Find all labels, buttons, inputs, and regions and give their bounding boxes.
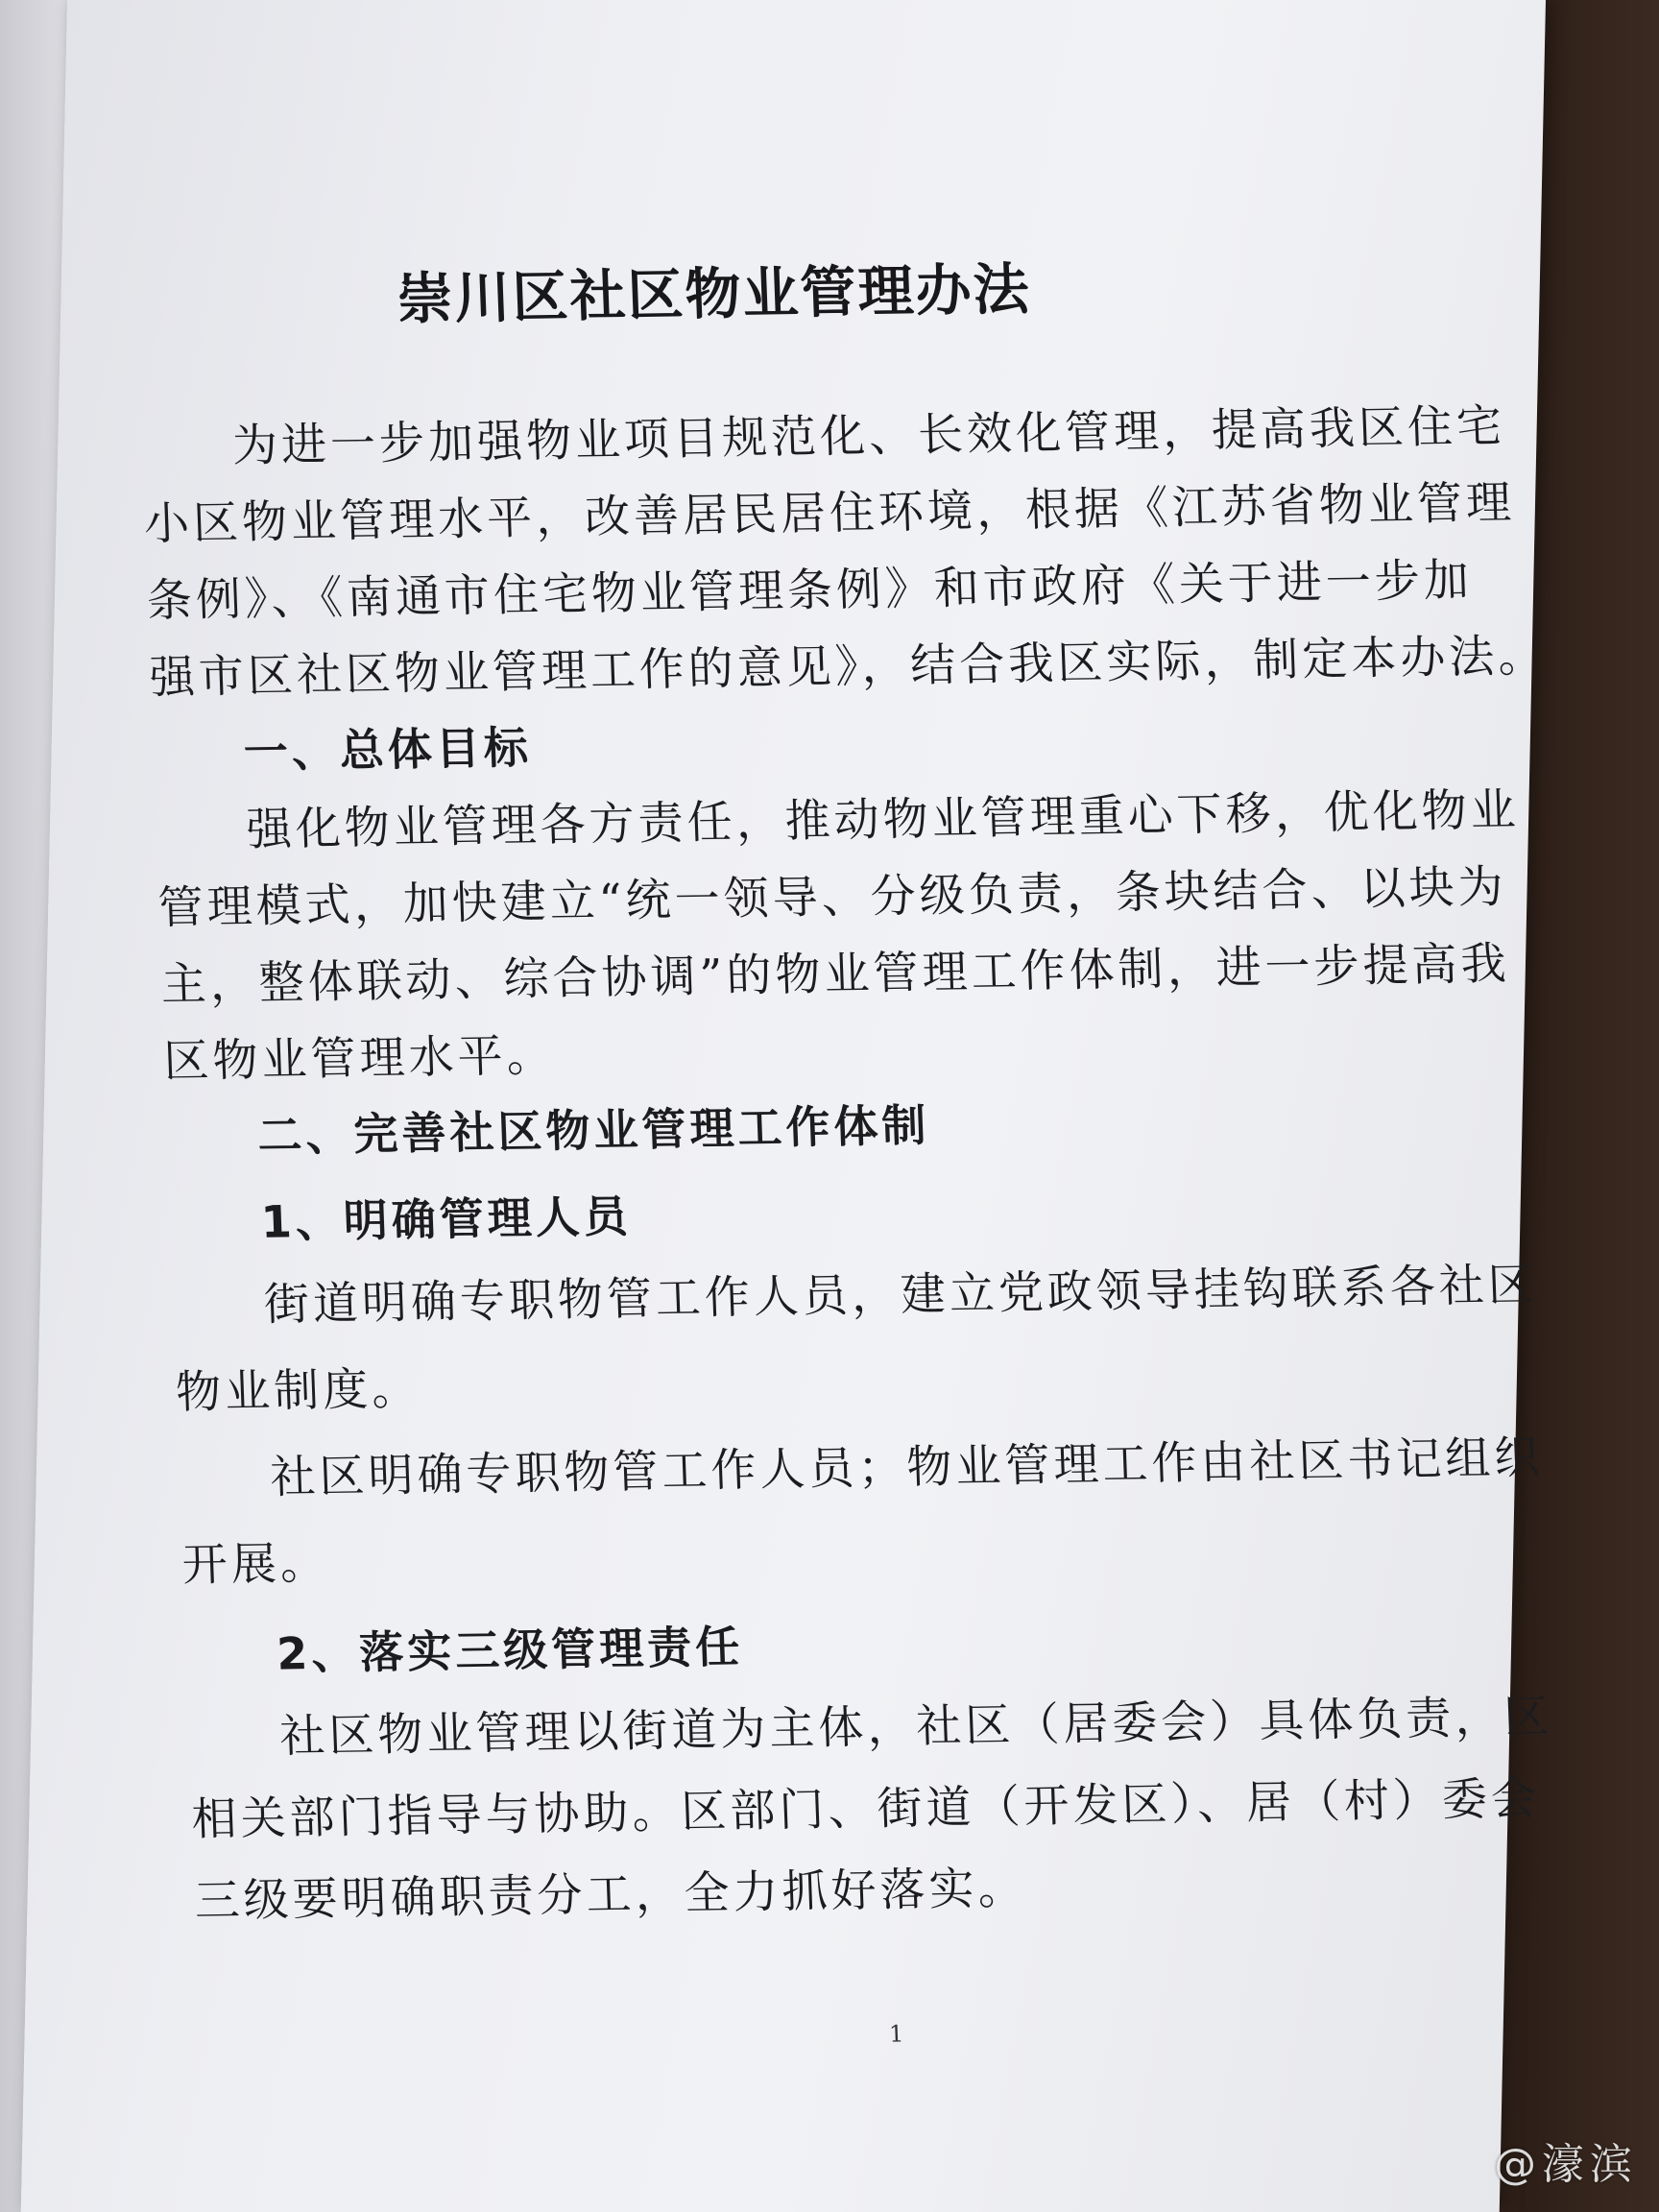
section-2-heading: 二、完善社区物业管理工作体制 (256, 1098, 931, 1162)
intro-line-3: 条例》、《南通市住宅物业管理条例》和市政府《关于进一步加 (145, 553, 1474, 628)
subsection-1-heading: 1、明确管理人员 (259, 1190, 633, 1248)
intro-line-1: 为进一步加强物业项目规范化、长效化管理，提高我区住宅 (231, 399, 1506, 473)
subsection-1-line-2: 物业制度。 (175, 1362, 422, 1420)
page-number: 1 (888, 2020, 904, 2048)
subsection-2-line-1: 社区物业管理以街道为主体，社区（居委会）具体负责，区 (278, 1690, 1554, 1764)
subsection-2-line-3: 三级要明确职责分工，全力抓好落实。 (193, 1862, 1028, 1928)
subsection-1-line-4: 开展。 (180, 1536, 330, 1593)
section-1-line-1: 强化物业管理各方责任，推动物业管理重心下移，优化物业 (245, 783, 1521, 857)
subsection-1-line-1: 街道明确专职物管工作人员，建立党政领导挂钩联系各社区 (262, 1258, 1538, 1332)
watermark: @濠滨 (1494, 2140, 1638, 2189)
document-title: 崇川区社区物业管理办法 (396, 256, 1032, 332)
subsection-2-heading: 2、落实三级管理责任 (276, 1621, 745, 1680)
subsection-1-line-3: 社区明确专职物管工作人员；物业管理工作由社区书记组织 (269, 1431, 1545, 1504)
section-1-line-4: 区物业管理水平。 (162, 1029, 557, 1089)
section-1-line-3: 主，整体联动、综合协调”的物业管理工作体制，进一步提高我 (159, 937, 1511, 1012)
section-1-heading: 一、总体目标 (242, 721, 533, 779)
intro-line-4: 强市区社区物业管理工作的意见》，结合我区实际，制定本办法。 (148, 629, 1549, 705)
intro-line-2: 小区物业管理水平，改善居民居住环境，根据《江苏省物业管理 (143, 476, 1516, 551)
subsection-2-line-2: 相关部门指导与协助。区部门、街道（开发区）、居（村）委会 (190, 1771, 1541, 1847)
section-1-line-2: 管理模式，加快建立“统一领导、分级负责，条块结合、以块为 (156, 860, 1508, 935)
